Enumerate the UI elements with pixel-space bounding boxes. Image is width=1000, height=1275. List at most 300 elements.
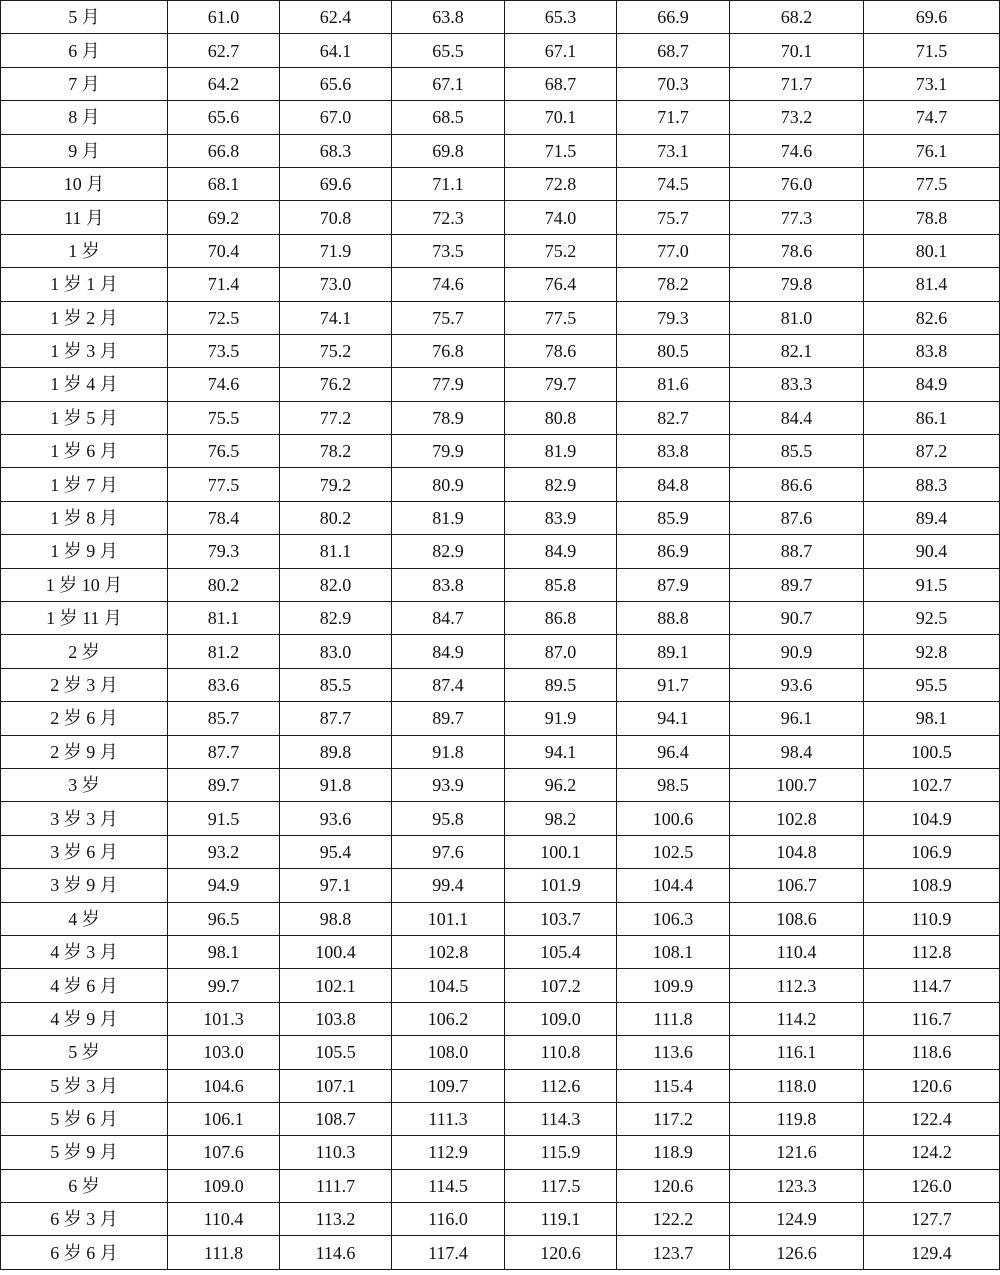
value-cell: 85.5 — [730, 435, 864, 468]
value-cell: 84.8 — [617, 468, 730, 501]
value-cell: 98.2 — [505, 802, 617, 835]
value-cell: 107.6 — [168, 1136, 280, 1169]
value-cell: 106.9 — [864, 835, 1000, 868]
value-cell: 118.0 — [730, 1069, 864, 1102]
value-cell: 68.5 — [392, 101, 505, 134]
value-cell: 80.2 — [280, 501, 392, 534]
value-cell: 70.8 — [280, 201, 392, 234]
value-cell: 98.4 — [730, 735, 864, 768]
value-cell: 63.8 — [392, 1, 505, 34]
value-cell: 108.6 — [730, 902, 864, 935]
value-cell: 86.9 — [617, 535, 730, 568]
value-cell: 114.3 — [505, 1102, 617, 1135]
value-cell: 113.2 — [280, 1203, 392, 1236]
value-cell: 69.6 — [280, 167, 392, 200]
value-cell: 75.7 — [617, 201, 730, 234]
value-cell: 98.8 — [280, 902, 392, 935]
age-cell: 1 岁 6 月 — [1, 435, 168, 468]
value-cell: 98.1 — [168, 935, 280, 968]
value-cell: 124.9 — [730, 1203, 864, 1236]
value-cell: 89.5 — [505, 668, 617, 701]
value-cell: 122.4 — [864, 1102, 1000, 1135]
age-cell: 9 月 — [1, 134, 168, 167]
value-cell: 96.2 — [505, 768, 617, 801]
value-cell: 99.4 — [392, 869, 505, 902]
value-cell: 89.4 — [864, 501, 1000, 534]
value-cell: 82.9 — [280, 602, 392, 635]
value-cell: 80.1 — [864, 234, 1000, 267]
value-cell: 83.9 — [505, 501, 617, 534]
value-cell: 112.8 — [864, 935, 1000, 968]
value-cell: 115.4 — [617, 1069, 730, 1102]
value-cell: 91.8 — [280, 768, 392, 801]
value-cell: 83.3 — [730, 368, 864, 401]
value-cell: 62.4 — [280, 1, 392, 34]
value-cell: 80.8 — [505, 401, 617, 434]
age-cell: 6 岁 — [1, 1169, 168, 1202]
value-cell: 81.1 — [168, 602, 280, 635]
value-cell: 78.4 — [168, 501, 280, 534]
table-row — [1, 468, 1000, 501]
value-cell: 87.6 — [730, 501, 864, 534]
value-cell: 75.2 — [280, 334, 392, 367]
value-cell: 77.2 — [280, 401, 392, 434]
value-cell: 103.0 — [168, 1036, 280, 1069]
value-cell: 73.2 — [730, 101, 864, 134]
value-cell: 89.7 — [168, 768, 280, 801]
age-cell: 6 岁 3 月 — [1, 1203, 168, 1236]
table-row — [1, 167, 1000, 200]
value-cell: 83.8 — [392, 568, 505, 601]
age-cell: 4 岁 3 月 — [1, 935, 168, 968]
value-cell: 79.3 — [617, 301, 730, 334]
value-cell: 73.1 — [864, 67, 1000, 100]
value-cell: 95.8 — [392, 802, 505, 835]
age-cell: 1 岁 9 月 — [1, 535, 168, 568]
value-cell: 124.2 — [864, 1136, 1000, 1169]
value-cell: 111.3 — [392, 1102, 505, 1135]
table-row — [1, 1102, 1000, 1135]
value-cell: 72.3 — [392, 201, 505, 234]
value-cell: 74.1 — [280, 301, 392, 334]
value-cell: 114.2 — [730, 1002, 864, 1035]
value-cell: 84.4 — [730, 401, 864, 434]
value-cell: 104.4 — [617, 869, 730, 902]
value-cell: 94.1 — [505, 735, 617, 768]
value-cell: 74.5 — [617, 167, 730, 200]
value-cell: 81.0 — [730, 301, 864, 334]
table-row — [1, 568, 1000, 601]
value-cell: 65.6 — [168, 101, 280, 134]
value-cell: 77.3 — [730, 201, 864, 234]
value-cell: 100.1 — [505, 835, 617, 868]
table-row — [1, 401, 1000, 434]
value-cell: 76.2 — [280, 368, 392, 401]
value-cell: 104.8 — [730, 835, 864, 868]
value-cell: 79.8 — [730, 268, 864, 301]
value-cell: 83.8 — [617, 435, 730, 468]
value-cell: 119.8 — [730, 1102, 864, 1135]
age-cell: 1 岁 1 月 — [1, 268, 168, 301]
value-cell: 108.1 — [617, 935, 730, 968]
value-cell: 95.4 — [280, 835, 392, 868]
value-cell: 82.6 — [864, 301, 1000, 334]
value-cell: 65.3 — [505, 1, 617, 34]
value-cell: 70.3 — [617, 67, 730, 100]
value-cell: 93.6 — [730, 668, 864, 701]
value-cell: 68.2 — [730, 1, 864, 34]
value-cell: 76.5 — [168, 435, 280, 468]
value-cell: 91.5 — [168, 802, 280, 835]
value-cell: 87.9 — [617, 568, 730, 601]
value-cell: 107.2 — [505, 969, 617, 1002]
table-row — [1, 34, 1000, 67]
value-cell: 110.4 — [168, 1203, 280, 1236]
table-row — [1, 835, 1000, 868]
value-cell: 114.5 — [392, 1169, 505, 1202]
value-cell: 116.7 — [864, 1002, 1000, 1035]
value-cell: 69.2 — [168, 201, 280, 234]
value-cell: 89.7 — [392, 702, 505, 735]
value-cell: 65.6 — [280, 67, 392, 100]
value-cell: 116.1 — [730, 1036, 864, 1069]
age-cell: 6 月 — [1, 34, 168, 67]
value-cell: 81.6 — [617, 368, 730, 401]
table-row — [1, 67, 1000, 100]
value-cell: 120.6 — [864, 1069, 1000, 1102]
age-cell: 1 岁 8 月 — [1, 501, 168, 534]
value-cell: 83.8 — [864, 334, 1000, 367]
value-cell: 118.9 — [617, 1136, 730, 1169]
age-cell: 3 岁 3 月 — [1, 802, 168, 835]
value-cell: 102.8 — [730, 802, 864, 835]
value-cell: 71.9 — [280, 234, 392, 267]
value-cell: 94.1 — [617, 702, 730, 735]
value-cell: 75.7 — [392, 301, 505, 334]
value-cell: 112.3 — [730, 969, 864, 1002]
age-cell: 1 岁 4 月 — [1, 368, 168, 401]
age-cell: 11 月 — [1, 201, 168, 234]
value-cell: 111.8 — [617, 1002, 730, 1035]
value-cell: 66.8 — [168, 134, 280, 167]
value-cell: 70.1 — [730, 34, 864, 67]
value-cell: 112.6 — [505, 1069, 617, 1102]
value-cell: 81.9 — [392, 501, 505, 534]
age-cell: 1 岁 11 月 — [1, 602, 168, 635]
value-cell: 90.4 — [864, 535, 1000, 568]
age-cell: 3 岁 — [1, 768, 168, 801]
age-cell: 1 岁 5 月 — [1, 401, 168, 434]
table-row — [1, 234, 1000, 267]
value-cell: 91.9 — [505, 702, 617, 735]
value-cell: 78.8 — [864, 201, 1000, 234]
table-row — [1, 435, 1000, 468]
value-cell: 79.2 — [280, 468, 392, 501]
value-cell: 77.5 — [864, 167, 1000, 200]
value-cell: 86.6 — [730, 468, 864, 501]
value-cell: 123.3 — [730, 1169, 864, 1202]
value-cell: 71.1 — [392, 167, 505, 200]
value-cell: 78.6 — [730, 234, 864, 267]
value-cell: 102.8 — [392, 935, 505, 968]
value-cell: 82.9 — [392, 535, 505, 568]
value-cell: 76.0 — [730, 167, 864, 200]
value-cell: 109.9 — [617, 969, 730, 1002]
value-cell: 89.1 — [617, 635, 730, 668]
value-cell: 69.6 — [864, 1, 1000, 34]
value-cell: 74.0 — [505, 201, 617, 234]
value-cell: 107.1 — [280, 1069, 392, 1102]
value-cell: 70.4 — [168, 234, 280, 267]
value-cell: 71.5 — [505, 134, 617, 167]
value-cell: 93.6 — [280, 802, 392, 835]
value-cell: 105.4 — [505, 935, 617, 968]
value-cell: 88.3 — [864, 468, 1000, 501]
value-cell: 100.7 — [730, 768, 864, 801]
value-cell: 94.9 — [168, 869, 280, 902]
value-cell: 106.7 — [730, 869, 864, 902]
value-cell: 91.8 — [392, 735, 505, 768]
table-row — [1, 334, 1000, 367]
value-cell: 73.1 — [617, 134, 730, 167]
value-cell: 74.6 — [392, 268, 505, 301]
value-cell: 73.5 — [392, 234, 505, 267]
age-cell: 5 月 — [1, 1, 168, 34]
age-cell: 10 月 — [1, 167, 168, 200]
value-cell: 75.2 — [505, 234, 617, 267]
value-cell: 78.9 — [392, 401, 505, 434]
value-cell: 80.5 — [617, 334, 730, 367]
value-cell: 101.3 — [168, 1002, 280, 1035]
table-row — [1, 935, 1000, 968]
value-cell: 96.5 — [168, 902, 280, 935]
value-cell: 117.4 — [392, 1236, 505, 1269]
value-cell: 114.6 — [280, 1236, 392, 1269]
table-row — [1, 1036, 1000, 1069]
value-cell: 67.1 — [505, 34, 617, 67]
value-cell: 97.6 — [392, 835, 505, 868]
age-cell: 4 岁 6 月 — [1, 969, 168, 1002]
value-cell: 98.5 — [617, 768, 730, 801]
value-cell: 77.5 — [505, 301, 617, 334]
value-cell: 110.3 — [280, 1136, 392, 1169]
value-cell: 103.7 — [505, 902, 617, 935]
value-cell: 84.9 — [392, 635, 505, 668]
value-cell: 85.8 — [505, 568, 617, 601]
value-cell: 129.4 — [864, 1236, 1000, 1269]
value-cell: 81.4 — [864, 268, 1000, 301]
value-cell: 79.3 — [168, 535, 280, 568]
value-cell: 95.5 — [864, 668, 1000, 701]
value-cell: 105.5 — [280, 1036, 392, 1069]
value-cell: 72.8 — [505, 167, 617, 200]
value-cell: 100.5 — [864, 735, 1000, 768]
value-cell: 74.6 — [730, 134, 864, 167]
value-cell: 79.7 — [505, 368, 617, 401]
table-row — [1, 702, 1000, 735]
value-cell: 121.6 — [730, 1136, 864, 1169]
value-cell: 126.6 — [730, 1236, 864, 1269]
value-cell: 81.2 — [168, 635, 280, 668]
value-cell: 77.9 — [392, 368, 505, 401]
value-cell: 87.7 — [168, 735, 280, 768]
table-row — [1, 802, 1000, 835]
value-cell: 84.7 — [392, 602, 505, 635]
age-cell: 2 岁 3 月 — [1, 668, 168, 701]
table-row — [1, 602, 1000, 635]
value-cell: 96.4 — [617, 735, 730, 768]
value-cell: 87.7 — [280, 702, 392, 735]
table-row — [1, 869, 1000, 902]
table-row — [1, 1069, 1000, 1102]
value-cell: 86.8 — [505, 602, 617, 635]
age-cell: 1 岁 — [1, 234, 168, 267]
value-cell: 92.5 — [864, 602, 1000, 635]
table-body — [1, 1, 1000, 1270]
value-cell: 86.1 — [864, 401, 1000, 434]
value-cell: 82.0 — [280, 568, 392, 601]
value-cell: 82.9 — [505, 468, 617, 501]
age-cell: 1 岁 3 月 — [1, 334, 168, 367]
value-cell: 104.5 — [392, 969, 505, 1002]
value-cell: 100.6 — [617, 802, 730, 835]
value-cell: 103.8 — [280, 1002, 392, 1035]
table-row — [1, 1203, 1000, 1236]
age-cell: 1 岁 7 月 — [1, 468, 168, 501]
table-row — [1, 1002, 1000, 1035]
table-row — [1, 101, 1000, 134]
age-cell: 3 岁 9 月 — [1, 869, 168, 902]
value-cell: 71.5 — [864, 34, 1000, 67]
value-cell: 84.9 — [864, 368, 1000, 401]
value-cell: 113.6 — [617, 1036, 730, 1069]
value-cell: 82.7 — [617, 401, 730, 434]
value-cell: 93.9 — [392, 768, 505, 801]
value-cell: 70.1 — [505, 101, 617, 134]
value-cell: 74.7 — [864, 101, 1000, 134]
age-cell: 2 岁 9 月 — [1, 735, 168, 768]
value-cell: 91.5 — [864, 568, 1000, 601]
value-cell: 84.9 — [505, 535, 617, 568]
age-cell: 6 岁 6 月 — [1, 1236, 168, 1269]
value-cell: 71.4 — [168, 268, 280, 301]
value-cell: 87.2 — [864, 435, 1000, 468]
value-cell: 71.7 — [617, 101, 730, 134]
value-cell: 101.9 — [505, 869, 617, 902]
value-cell: 67.0 — [280, 101, 392, 134]
table-row — [1, 501, 1000, 534]
value-cell: 81.9 — [505, 435, 617, 468]
value-cell: 80.9 — [392, 468, 505, 501]
table-row — [1, 301, 1000, 334]
value-cell: 83.6 — [168, 668, 280, 701]
value-cell: 106.1 — [168, 1102, 280, 1135]
value-cell: 65.5 — [392, 34, 505, 67]
value-cell: 75.5 — [168, 401, 280, 434]
value-cell: 109.0 — [505, 1002, 617, 1035]
value-cell: 90.7 — [730, 602, 864, 635]
value-cell: 109.7 — [392, 1069, 505, 1102]
value-cell: 62.7 — [168, 34, 280, 67]
age-cell: 5 岁 — [1, 1036, 168, 1069]
value-cell: 102.7 — [864, 768, 1000, 801]
value-cell: 89.8 — [280, 735, 392, 768]
value-cell: 80.2 — [168, 568, 280, 601]
table-row — [1, 268, 1000, 301]
value-cell: 93.2 — [168, 835, 280, 868]
value-cell: 104.9 — [864, 802, 1000, 835]
value-cell: 126.0 — [864, 1169, 1000, 1202]
value-cell: 85.7 — [168, 702, 280, 735]
value-cell: 92.8 — [864, 635, 1000, 668]
value-cell: 71.7 — [730, 67, 864, 100]
value-cell: 87.0 — [505, 635, 617, 668]
value-cell: 123.7 — [617, 1236, 730, 1269]
value-cell: 72.5 — [168, 301, 280, 334]
value-cell: 85.9 — [617, 501, 730, 534]
value-cell: 112.9 — [392, 1136, 505, 1169]
table-row — [1, 902, 1000, 935]
value-cell: 122.2 — [617, 1203, 730, 1236]
value-cell: 89.7 — [730, 568, 864, 601]
table-row — [1, 969, 1000, 1002]
age-cell: 7 月 — [1, 67, 168, 100]
value-cell: 111.8 — [168, 1236, 280, 1269]
age-cell: 2 岁 — [1, 635, 168, 668]
value-cell: 116.0 — [392, 1203, 505, 1236]
table-row — [1, 668, 1000, 701]
value-cell: 77.0 — [617, 234, 730, 267]
value-cell: 110.9 — [864, 902, 1000, 935]
value-cell: 106.3 — [617, 902, 730, 935]
table-row — [1, 768, 1000, 801]
age-cell: 5 岁 9 月 — [1, 1136, 168, 1169]
value-cell: 88.8 — [617, 602, 730, 635]
value-cell: 79.9 — [392, 435, 505, 468]
value-cell: 83.0 — [280, 635, 392, 668]
value-cell: 99.7 — [168, 969, 280, 1002]
table-row — [1, 535, 1000, 568]
table-row — [1, 1169, 1000, 1202]
value-cell: 73.5 — [168, 334, 280, 367]
value-cell: 68.3 — [280, 134, 392, 167]
value-cell: 102.1 — [280, 969, 392, 1002]
value-cell: 74.6 — [168, 368, 280, 401]
value-cell: 98.1 — [864, 702, 1000, 735]
age-cell: 5 岁 3 月 — [1, 1069, 168, 1102]
value-cell: 78.6 — [505, 334, 617, 367]
value-cell: 73.0 — [280, 268, 392, 301]
value-cell: 85.5 — [280, 668, 392, 701]
value-cell: 102.5 — [617, 835, 730, 868]
table-row — [1, 735, 1000, 768]
value-cell: 104.6 — [168, 1069, 280, 1102]
value-cell: 114.7 — [864, 969, 1000, 1002]
table-row — [1, 201, 1000, 234]
table-row — [1, 635, 1000, 668]
value-cell: 101.1 — [392, 902, 505, 935]
age-cell: 5 岁 6 月 — [1, 1102, 168, 1135]
value-cell: 97.1 — [280, 869, 392, 902]
value-cell: 115.9 — [505, 1136, 617, 1169]
value-cell: 76.8 — [392, 334, 505, 367]
value-cell: 76.4 — [505, 268, 617, 301]
value-cell: 119.1 — [505, 1203, 617, 1236]
value-cell: 120.6 — [617, 1169, 730, 1202]
value-cell: 117.2 — [617, 1102, 730, 1135]
value-cell: 76.1 — [864, 134, 1000, 167]
value-cell: 109.0 — [168, 1169, 280, 1202]
